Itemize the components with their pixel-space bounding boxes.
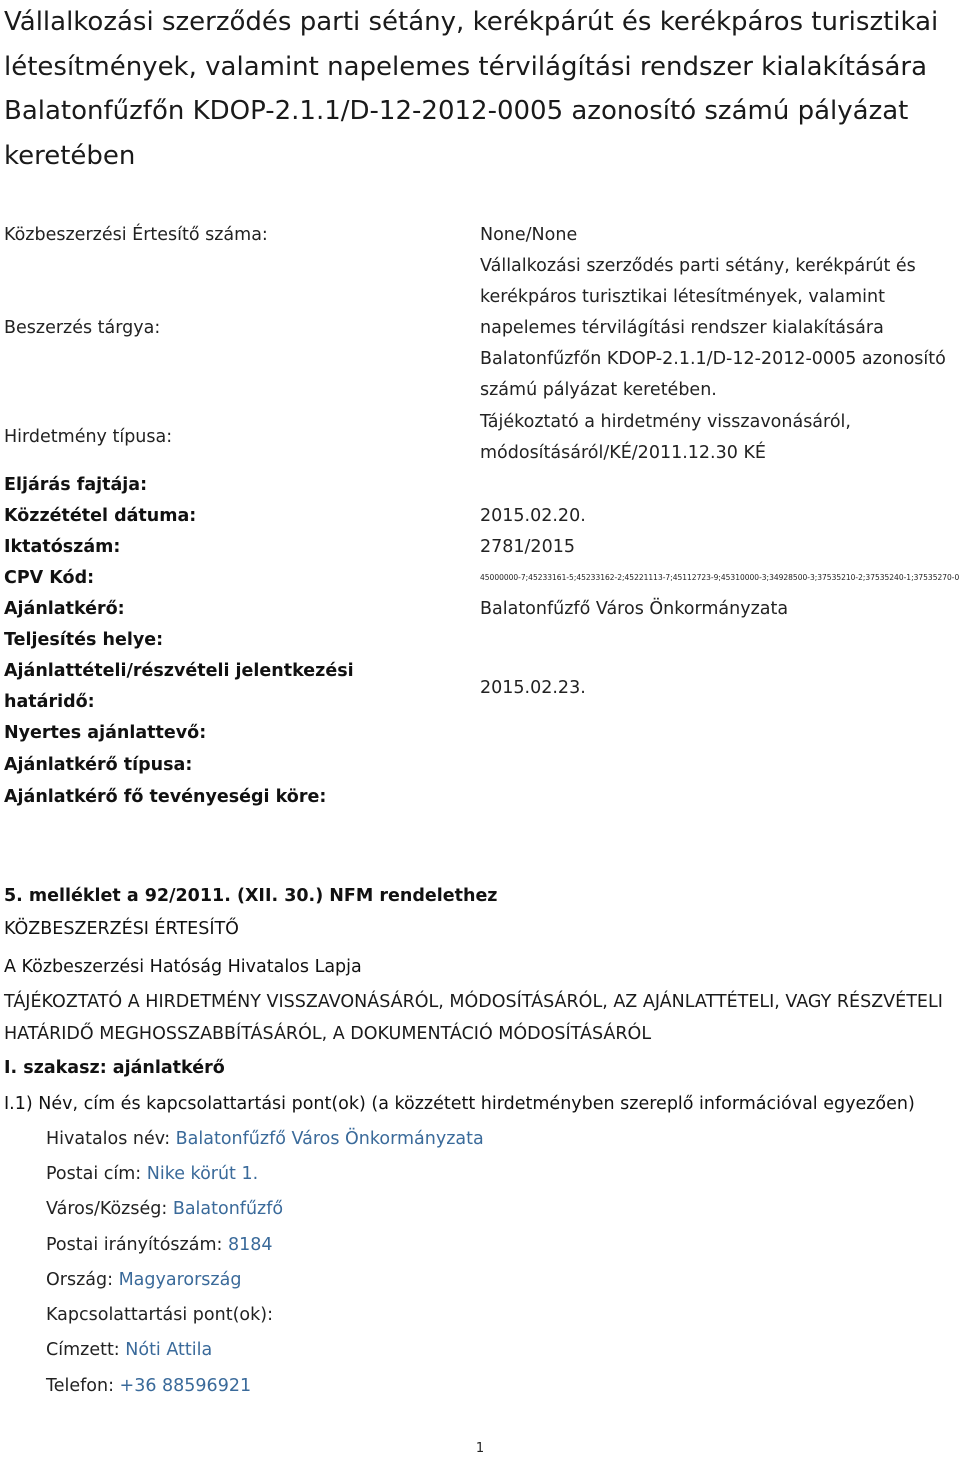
- szakasz-heading: I. szakasz: ajánlatkérő: [4, 1058, 225, 1078]
- cimzett-value: Nóti Attila: [125, 1340, 213, 1360]
- hivatalos-nev-value: Balatonfűzfő Város Önkormányzata: [175, 1129, 484, 1149]
- ertesito-heading: KÖZBESZERZÉSI ÉRTESÍTŐ: [4, 919, 239, 939]
- orszag-value: Magyarország: [118, 1270, 242, 1290]
- page-number: 1: [475, 1441, 485, 1456]
- postai-cim-label: Postai cím:: [46, 1164, 147, 1184]
- datum-value: 2015.02.20.: [480, 506, 586, 526]
- datum-label: Közzététel dátuma:: [4, 506, 197, 526]
- fajta-label: Eljárás fajtája:: [4, 475, 148, 495]
- iranyitoszam-row: [46, 1230, 273, 1261]
- tajekoztato-heading: TÁJÉKOZTATÓ A HIRDETMÉNY VISSZAVONÁSÁRÓL, MÓDOSÍTÁSÁRÓL, AZ AJÁNLATTÉTELI, VAGY RÉSZVÉTELI HATÁRIDŐ MEGHOSSZABBÍTÁSÁRÓL, A DOKUMENTÁCIÓ MÓDOSÍTÁSÁRÓL: [4, 992, 943, 1044]
- telefon-row: [46, 1371, 251, 1402]
- ajanlatkero-value: Balatonfűzfő Város Önkormányzata: [480, 599, 789, 619]
- tipus-label: Hirdetmény típusa:: [4, 427, 173, 447]
- melleklet-heading: 5. melléklet a 92/2011. (XII. 30.) NFM rendelethez: [4, 886, 498, 906]
- cimzett-label: Címzett:: [46, 1340, 126, 1360]
- telefon-value: +36 88596921: [119, 1376, 252, 1396]
- varos-label: Város/Község:: [46, 1199, 173, 1219]
- kapcsolattartasi-row: [46, 1300, 273, 1331]
- targy-label: Beszerzés tárgya:: [4, 318, 161, 338]
- varos-value: Balatonfűzfő: [172, 1199, 284, 1219]
- hatarido-value: 2015.02.23.: [480, 678, 586, 698]
- telefon-label: Telefon:: [46, 1376, 120, 1396]
- orszag-label: Ország:: [46, 1270, 119, 1290]
- nev-cim-heading: I.1) Név, cím és kapcsolattartási pont(ok) (a közzétett hirdetményben szereplő információval egyezően): [4, 1094, 915, 1114]
- iktato-label: Iktatószám:: [4, 537, 121, 557]
- cimzett-row: [46, 1335, 212, 1366]
- hatarido-label: Ajánlattételi/részvételi jelentkezési határidő:: [4, 661, 354, 712]
- lapja-heading: A Közbeszerzési Hatóság Hivatalos Lapja: [4, 957, 362, 977]
- teljesites-label: Teljesítés helye:: [4, 630, 164, 650]
- iranyitoszam-value: 8184: [227, 1235, 273, 1255]
- iranyitoszam-label: Postai irányítószám:: [46, 1235, 228, 1255]
- document-title: Vállalkozási szerződés parti sétány, kerékpárút és kerékpáros turisztikai létesítmények, valamint napelemes térvilágítási rendszer kialakítására Balatonfűzfőn KDOP-2.1.1/D-12-2012-0005 azonosító számú pályázat keretében: [4, 7, 939, 171]
- tipus-value: Tájékoztató a hirdetmény visszavonásáról, módosításáról/KÉ/2011.12.30 KÉ: [480, 412, 851, 463]
- postai-cim-row: [46, 1159, 258, 1190]
- hivatalos-nev-label: Hivatalos név:: [46, 1129, 176, 1149]
- kapcsolattartasi-label: Kapcsolattartási pont(ok):: [46, 1305, 273, 1325]
- varos-row: [46, 1194, 283, 1225]
- ertesito-label: Közbeszerzési Értesítő száma:: [4, 225, 268, 245]
- cpv-label: CPV Kód:: [4, 568, 95, 588]
- iktato-value: 2781/2015: [480, 537, 575, 557]
- ak-kore-label: Ajánlatkérő fő tevényeségi köre:: [4, 787, 327, 807]
- ajanlatkero-label: Ajánlatkérő:: [4, 599, 125, 619]
- nyertes-label: Nyertes ajánlattevő:: [4, 723, 207, 743]
- targy-value: Vállalkozási szerződés parti sétány, kerékpárút és kerékpáros turisztikai létesítmények, valamint napelemes térvilágítási rendszer kialakítására Balatonfűzfőn KDOP-2.1.1/D-12-2012-0005 azonosító számú pályázat keretében.: [480, 256, 946, 400]
- orszag-row: [46, 1265, 241, 1296]
- hivatalos-nev-row: [46, 1124, 484, 1155]
- postai-cim-value: Nike körút 1.: [146, 1164, 259, 1184]
- ak-tipus-label: Ajánlatkérő típusa:: [4, 755, 193, 775]
- ertesito-value: None/None: [480, 225, 578, 245]
- cpv-value: 45000000-7;45233161-5;45233162-2;45221113-7;45112723-9;45310000-3;34928500-3;37535210-2;37535240-1;37535270-0: [480, 573, 960, 582]
